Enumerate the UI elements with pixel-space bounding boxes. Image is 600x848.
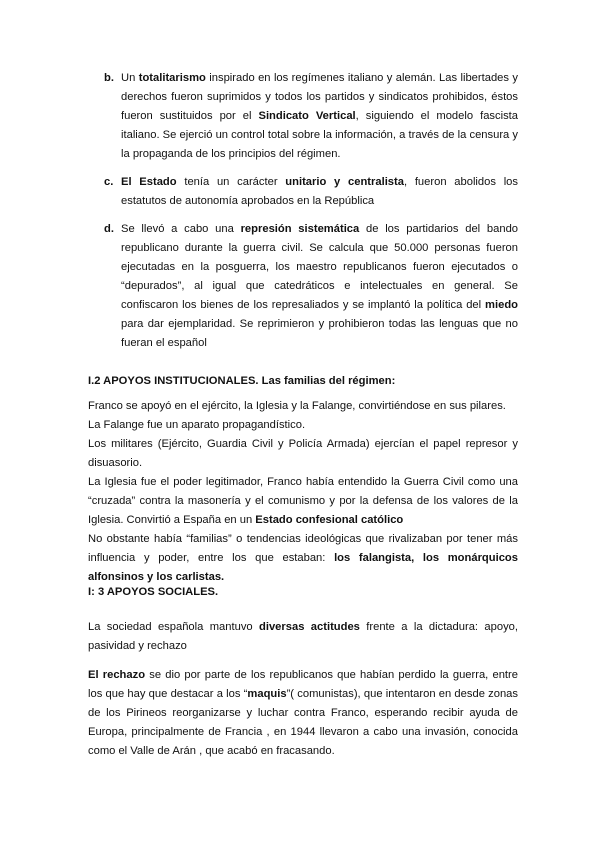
list-item-b: [88, 69, 518, 164]
list-item-text: Un totalitarismo inspirado en los regímenes italiano y alemán. Las libertades y derechos fueron suprimidos y todos los partidos y sindicatos prohibidos, éstos fueron sustituidos por el Sindicato Vertical, siguiendo el modelo fascista italiano. Se ejerció un control total sobre la información, a través de la censura y la propaganda de los principios del régimen.: [121, 72, 519, 160]
bold-text: El rechazo: [88, 669, 146, 681]
list-item-text: Se llevó a cabo una represión sistemática de los partidarios del bando republicano durante la guerra civil. Se calcula que 50.000 personas fueron ejecutadas en la posguerra, los maestro republicanos fueron ejecutados o “depurados”, al igual que catedráticos e intelectuales en general. Se confiscaron los bienes de los represaliados y se implantó la política del miedo para dar ejemplaridad. Se reprimieron y prohibieron todas las lenguas que no fueran el español: [121, 223, 519, 349]
list-marker: d.: [104, 223, 114, 235]
list-item-c: [88, 173, 518, 211]
section-institucionales-body: [88, 397, 518, 587]
bold-text: miedo: [485, 299, 518, 311]
paragraph-rechazo: El rechazo se dio por parte de los republicanos que habían perdido la guerra, entre los que hay que destacar a los “maquis”( comunistas), que intentaron en desde zonas de los Pirineos reorganizarse y luchar contra Franco, esperando recibir ayuda de Europa, principalmente de Francia , en 1944 llevaron a cabo una invasión, conocida como el Valle de Arán , que acabó en fracasando.: [88, 669, 518, 757]
bold-text: represión sistemática: [240, 223, 360, 235]
bold-text: totalitarismo: [138, 72, 206, 84]
paragraph: No obstante había “familias” o tendencias ideológicas que rivalizaban por tener más influencia y poder, entre los que estaban: los falangista, los monárquicos alfonsinos y los carlistas.: [88, 533, 518, 583]
list-item-text: El Estado tenía un carácter unitario y centralista, fueron abolidos los estatutos de autonomía aprobados en la República: [121, 176, 518, 207]
bold-text: unitario y centralista: [285, 176, 404, 188]
paragraph: La Iglesia fue el poder legitimador, Franco había entendido la Guerra Civil como una “cruzada” contra la masonería y el comunismo y por la defensa de los valores de la Iglesia. Convirtió a España en un Estado confesional católico: [88, 476, 518, 526]
section-heading-apoyos-sociales: I: 3 APOYOS SOCIALES.: [88, 586, 219, 598]
list-item-d: [88, 220, 518, 353]
bold-text: Sindicato Vertical: [258, 110, 356, 122]
bold-text: diversas actitudes: [259, 621, 360, 633]
paragraph: La Falange fue un aparato propagandístico.: [88, 419, 306, 431]
section-heading-apoyos-institucionales: I.2 APOYOS INSTITUCIONALES. Las familias del régimen:: [88, 375, 396, 387]
list-marker: c.: [104, 176, 114, 188]
bold-text: los falangista, los monárquicos alfonsinos y los carlistas.: [88, 552, 518, 583]
list-marker: b.: [104, 72, 114, 84]
paragraph-actitudes: La sociedad española mantuvo diversas actitudes frente a la dictadura: apoyo, pasividad y rechazo: [88, 621, 518, 652]
bold-text: El Estado: [121, 176, 177, 188]
paragraph: Los militares (Ejército, Guardia Civil y Policía Armada) ejercían el papel represor y disuasorio.: [88, 438, 518, 469]
bold-text: maquis: [247, 688, 287, 700]
bold-text: Estado confesional católico: [255, 514, 404, 526]
paragraph: Franco se apoyó en el ejército, la Iglesia y la Falange, convirtiéndose en sus pilares.: [88, 400, 506, 412]
